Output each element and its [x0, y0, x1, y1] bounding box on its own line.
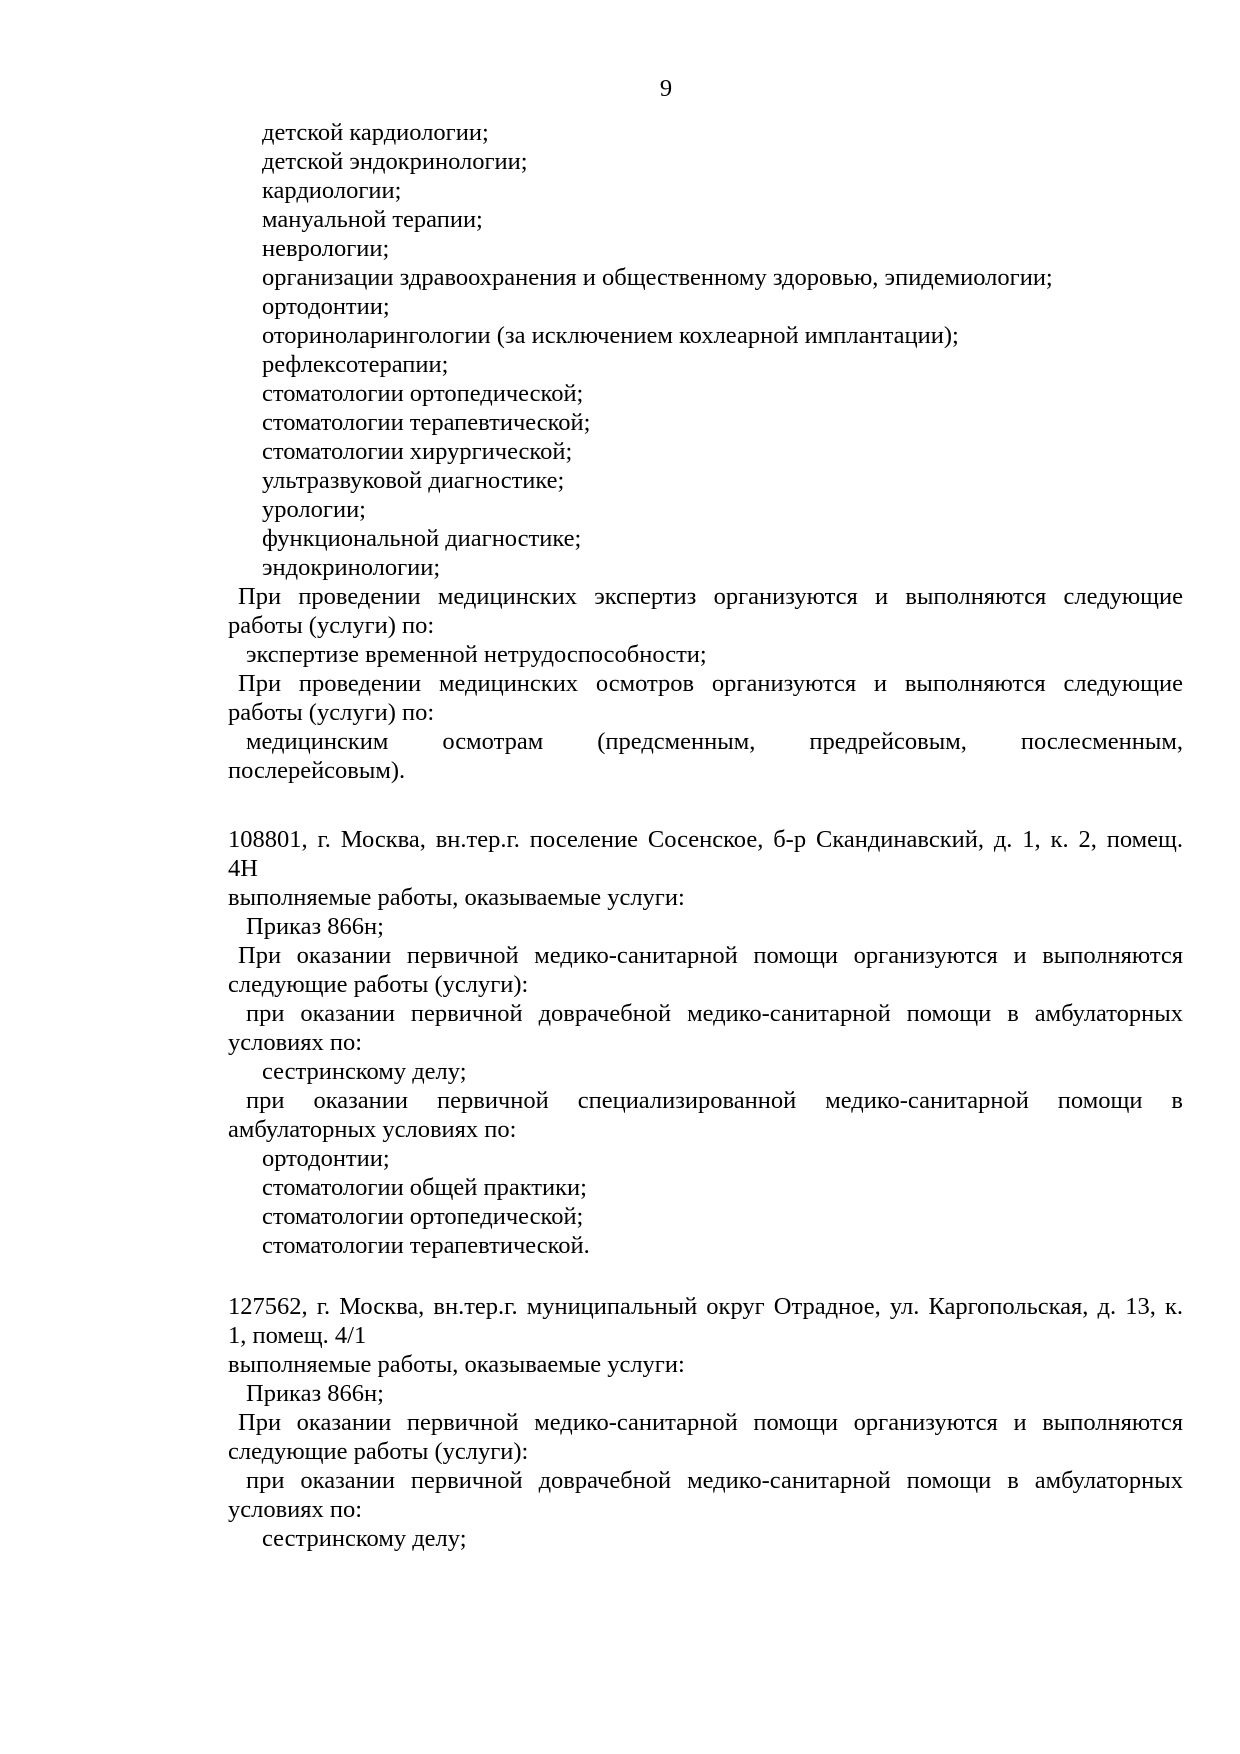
- text-line: функциональной диагностике;: [262, 525, 582, 552]
- text-line: Приказ 866н;: [246, 913, 384, 940]
- text-line: 108801, г. Москва, вн.тер.г. поселение Сосенское, б-р Скандинавский, д. 1, к. 2, помещ.: [228, 826, 1183, 853]
- paragraph-gap: [228, 1260, 1183, 1292]
- text-line: следующие работы (услуги):: [228, 971, 529, 998]
- text-line: При оказании первичной медико-санитарной помощи организуются и выполняются: [238, 1409, 1183, 1436]
- text-line: сестринскому делу;: [262, 1525, 467, 1552]
- text-line: неврологии;: [262, 235, 390, 262]
- text-line: при оказании первичной доврачебной медико-санитарной помощи в амбулаторных: [246, 1000, 1183, 1027]
- text-line: урологии;: [262, 496, 366, 523]
- text-line: амбулаторных условиях по:: [228, 1116, 517, 1143]
- text-line: Приказ 866н;: [246, 1380, 384, 1407]
- text-line: выполняемые работы, оказываемые услуги:: [228, 1351, 685, 1378]
- text-line: детской эндокринологии;: [262, 148, 528, 175]
- text-line: условиях по:: [228, 1029, 363, 1056]
- text-line: стоматологии общей практики;: [262, 1174, 587, 1201]
- text-line: работы (услуги) по:: [228, 612, 435, 639]
- text-line: сестринскому делу;: [262, 1058, 467, 1085]
- text-line: стоматологии хирургической;: [262, 438, 573, 465]
- text-line: стоматологии ортопедической;: [262, 1203, 584, 1230]
- text-line: организации здравоохранения и общественному здоровью, эпидемиологии;: [262, 264, 1053, 291]
- text-line: медицинским осмотрам (предсменным, предрейсовым, послесменным,: [246, 728, 1183, 755]
- text-line: работы (услуги) по:: [228, 699, 435, 726]
- text-line: ортодонтии;: [262, 1145, 390, 1172]
- text-line: 1, помещ. 4/1: [228, 1322, 367, 1349]
- text-line: рефлексотерапии;: [262, 351, 449, 378]
- text-line: 127562, г. Москва, вн.тер.г. муниципальный округ Отрадное, ул. Каргопольская, д. 13, к.: [228, 1293, 1183, 1320]
- text-line: условиях по:: [228, 1496, 363, 1523]
- text-line: При оказании первичной медико-санитарной помощи организуются и выполняются: [238, 942, 1183, 969]
- text-line: мануальной терапии;: [262, 206, 483, 233]
- text-line: выполняемые работы, оказываемые услуги:: [228, 884, 685, 911]
- page-number: 9: [659, 75, 673, 102]
- text-line: кардиологии;: [262, 177, 402, 204]
- paragraph-gap: [228, 785, 1183, 825]
- text-line: ортодонтии;: [262, 293, 390, 320]
- text-line: при оказании первичной доврачебной медико-санитарной помощи в амбулаторных: [246, 1467, 1183, 1494]
- text-line: детской кардиологии;: [262, 119, 489, 146]
- text-line: при оказании первичной специализированной медико-санитарной помощи в: [246, 1087, 1183, 1114]
- text-line: ультразвуковой диагностике;: [262, 467, 565, 494]
- document-body: [228, 118, 1183, 1553]
- text-line: эндокринологии;: [262, 554, 441, 581]
- text-line: стоматологии терапевтической;: [262, 409, 591, 436]
- text-line: оториноларингологии (за исключением кохлеарной имплантации);: [262, 322, 959, 349]
- text-line: стоматологии терапевтической.: [262, 1232, 590, 1259]
- text-line: 4Н: [228, 855, 258, 882]
- text-line: послерейсовым).: [228, 757, 406, 784]
- text-line: стоматологии ортопедической;: [262, 380, 584, 407]
- text-line: При проведении медицинских осмотров организуются и выполняются следующие: [238, 670, 1183, 697]
- text-line: При проведении медицинских экспертиз организуются и выполняются следующие: [238, 583, 1183, 610]
- text-line: следующие работы (услуги):: [228, 1438, 529, 1465]
- text-line: экспертизе временной нетрудоспособности;: [246, 641, 707, 668]
